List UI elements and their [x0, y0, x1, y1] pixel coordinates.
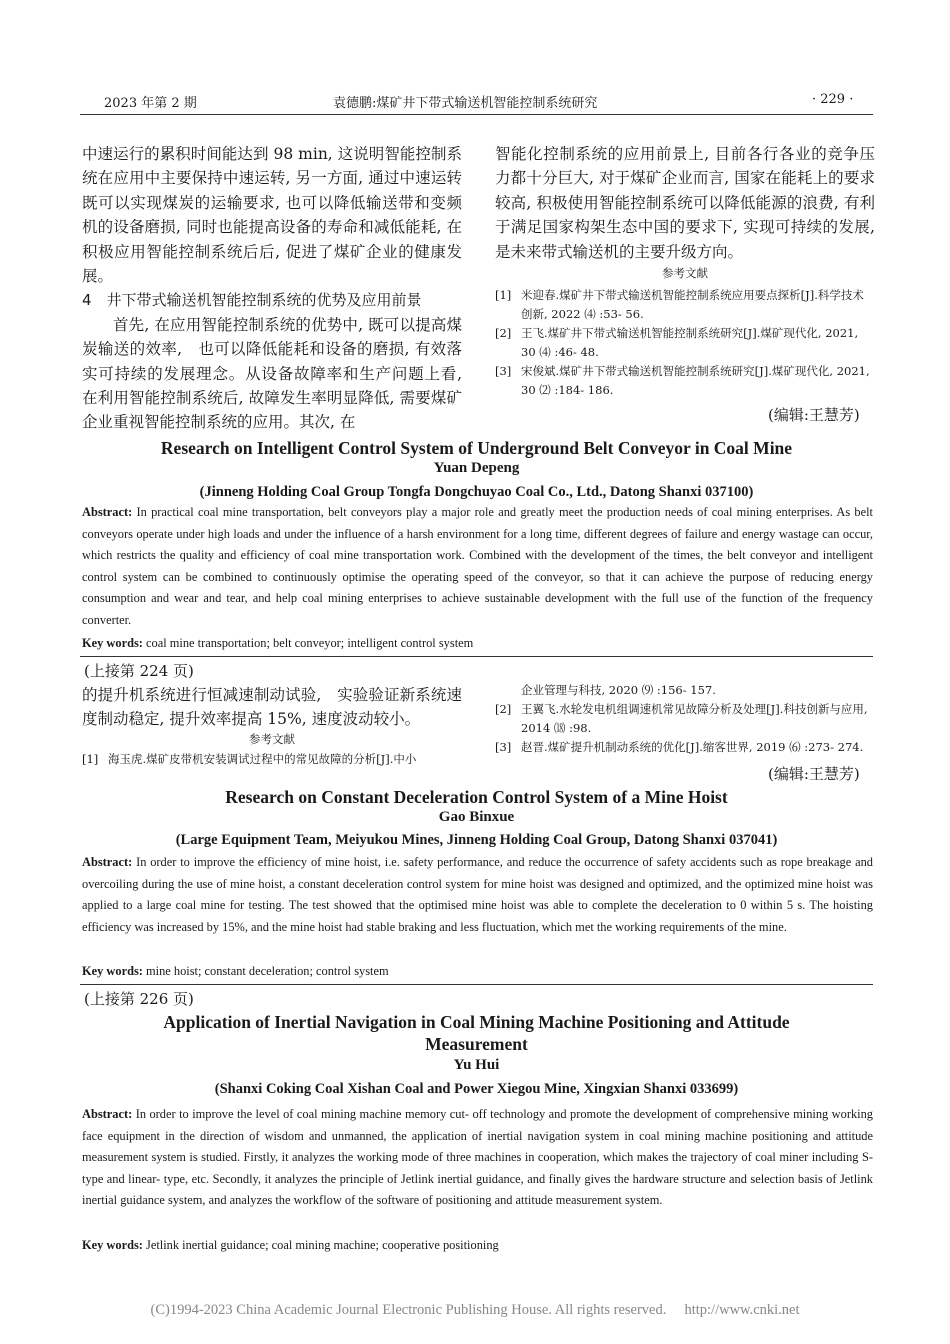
english-keywords: Key words: coal mine transportation; belt conveyor; intelligent control system — [82, 636, 474, 650]
english-title: Application of Inertial Navigation in Coal Mining Machine Positioning and Attitude Measurement — [163, 1012, 790, 1054]
english-author: Gao Binxue — [438, 809, 515, 825]
english-abstract: Abstract: In practical coal mine transportation, belt conveyors play a major role and greatly meet the production needs of coal mining enterprises. As belt conveyors operate under high loads and under the influence of a harsh environment for a long time, different degrees of failure and energy wastage can occur, which restricts the quality and efficiency of coal mine transportation work. Combined with the development of the times, the belt conveyor and intelligent control system can be combined to continuously optimise the operating speed of the conveyor, so that it can achieve the purpose of reducing energy consumption and wear and tear, and help coal mining enterprises to achieve sustainable development with the full use of the function of the frequency converter. — [82, 505, 873, 627]
article1-right-column — [495, 142, 875, 264]
copyright-footer: (C)1994-2023 China Academic Journal Electronic Publishing House. All rights reserved. http://www.cnki.net — [150, 1302, 800, 1318]
article2-left-column — [82, 683, 462, 732]
section-divider — [80, 984, 873, 985]
article1-left-column — [82, 142, 462, 435]
header-page-number: · 229 · — [812, 92, 854, 107]
reference-item: [3] 宋俊斌.煤矿井下带式输送机智能控制系统研究[J].煤矿现代化, 2021, 30 ⑵ :184- 186. — [495, 364, 870, 397]
body-paragraph: 首先, 在应用智能控制系统的优势中, 既可以提高煤炭输送的效率, 也可以降低能耗和设备的磨损, 有效落实可持续的发展理念。从设备故障率和生产问题上看, 在利用智能控制系统后, 故障发生率明显降低, 需要煤矿企业重视智能控制系统的应用。其次, 在 — [82, 315, 462, 432]
header-running-title: 袁德鹏:煤矿井下带式输送机智能控制系统研究 — [333, 96, 598, 111]
body-paragraph: 中速运行的累积时间能达到 98 min, 这说明智能控制系统在应用中主要保持中速运转, 另一方面, 通过中速运转既可以实现煤炭的运输要求, 也可以降低输送带和变频机的设备磨损, 同时也能提高设备的寿命和减低能耗, 在积极应用智能控制系统后后, 促进了煤矿企业的健康发展。 — [82, 145, 462, 286]
continued-note: (上接第 224 页) — [84, 662, 194, 680]
continued-note: (上接第 226 页) — [84, 990, 194, 1008]
english-abstract: Abstract: In order to improve the efficiency of mine hoist, i.e. safety performance, and reduce the occurrence of safety accidents such as rope breakage and overcoiling during the use of mine hoist, a constant deceleration control system for mine hoist was designed and optimized, and the optimized mine hoist was applied to a large coal mine for testing. The test showed that the optimised mine hoist was able to complete the deceleration to 0 within 5 s. The hoisting efficiency was increased by 15%, and the mine hoist had stable braking and less fluctuation, which met the working requirements of the mine. — [82, 855, 873, 934]
references-list — [495, 286, 875, 400]
english-abstract: Abstract: In order to improve the level of coal mining machine memory cut- off technology and promote the development of comprehensive mining working face equipment in the direction of wisdom and unmanned, the application of inertial navigation system in coal mining machine positioning and attitude measurement system is studied. Firstly, it analyzes the working mode of three machines in cooperation, which makes the trajectory of coal miner including S- type and linear- type, etc. Secondly, it analyzes the principle of Jetlink inertial guidance, and finally gives the hardware structure and selection basis of Jetlink inertial guidance system, and analyzes the workflow of the software of positioning and attitude measurement system. — [82, 1107, 873, 1208]
references-list — [495, 700, 875, 757]
editor-note: (编辑:王慧芳) — [768, 765, 860, 783]
reference-item: [2] 王飞.煤矿井下带式输送机智能控制系统研究[J].煤矿现代化, 2021, 30 ⑷ :46- 48. — [495, 326, 859, 359]
english-title: Research on Intelligent Control System of Underground Belt Conveyor in Coal Mine — [160, 438, 793, 458]
english-keywords: Key words: mine hoist; constant deceleration; control system — [82, 964, 389, 978]
reference-continuation: 企业管理与科技, 2020 ⑼ :156- 157. — [521, 683, 716, 697]
english-keywords: Key words: Jetlink inertial guidance; coal mining machine; cooperative positioning — [82, 1238, 499, 1252]
reference-item: [1] 米迎春.煤矿井下带式输送机智能控制系统应用要点探析[J].科学技术创新, 2022 ⑷ :53- 56. — [495, 288, 864, 321]
header-issue: 2023 年第 2 期 — [104, 96, 197, 111]
body-paragraph: 智能化控制系统的应用前景上, 目前各行各业的竞争压力都十分巨大, 对于煤矿企业而言, 国家在能耗上的要求较高, 积极使用智能控制系统可以降低能源的浪费, 有利于满足国家构架生态中国的要求下, 实现可持续的发展, 是未来带式输送机的主要升级方向。 — [495, 145, 875, 261]
header-rule — [80, 114, 873, 115]
english-author: Yu Hui — [453, 1057, 500, 1073]
section-heading: 4 井下带式输送机智能控制系统的优势及应用前景 — [82, 291, 422, 310]
english-author: Yuan Depeng — [433, 460, 520, 476]
references-title: 参考文献 — [662, 266, 708, 280]
reference-item: [3] 赵晋.煤矿提升机制动系统的优化[J].缩客世界, 2019 ⑹ :273- 274. — [495, 740, 864, 754]
reference-item: [2] 王翼飞.水轮发电机组调速机常见故障分析及处理[J].科技创新与应用, 2014 ⒅ :98. — [495, 702, 868, 735]
section-divider — [80, 656, 873, 657]
english-affiliation: (Shanxi Coking Coal Xishan Coal and Power Xiegou Mine, Xingxian Shanxi 033699) — [214, 1081, 739, 1097]
editor-note: (编辑:王慧芳) — [768, 406, 860, 424]
body-paragraph: 的提升机系统进行恒减速制动试验, 实验验证新系统速度制动稳定, 提升效率提高 15%, 速度波动较小。 — [82, 686, 462, 729]
references-title: 参考文献 — [249, 732, 295, 746]
english-affiliation: (Jinneng Holding Coal Group Tongfa Dongchuyao Coal Co., Ltd., Datong Shanxi 037100) — [199, 484, 754, 500]
english-affiliation: (Large Equipment Team, Meiyukou Mines, Jinneng Holding Coal Group, Datong Shanxi 037041) — [175, 832, 778, 848]
english-title: Research on Constant Deceleration Control System of a Mine Hoist — [225, 787, 728, 807]
reference-item: [1] 海玉虎.煤矿皮带机安装调试过程中的常见故障的分析[J].中小 — [82, 752, 417, 766]
